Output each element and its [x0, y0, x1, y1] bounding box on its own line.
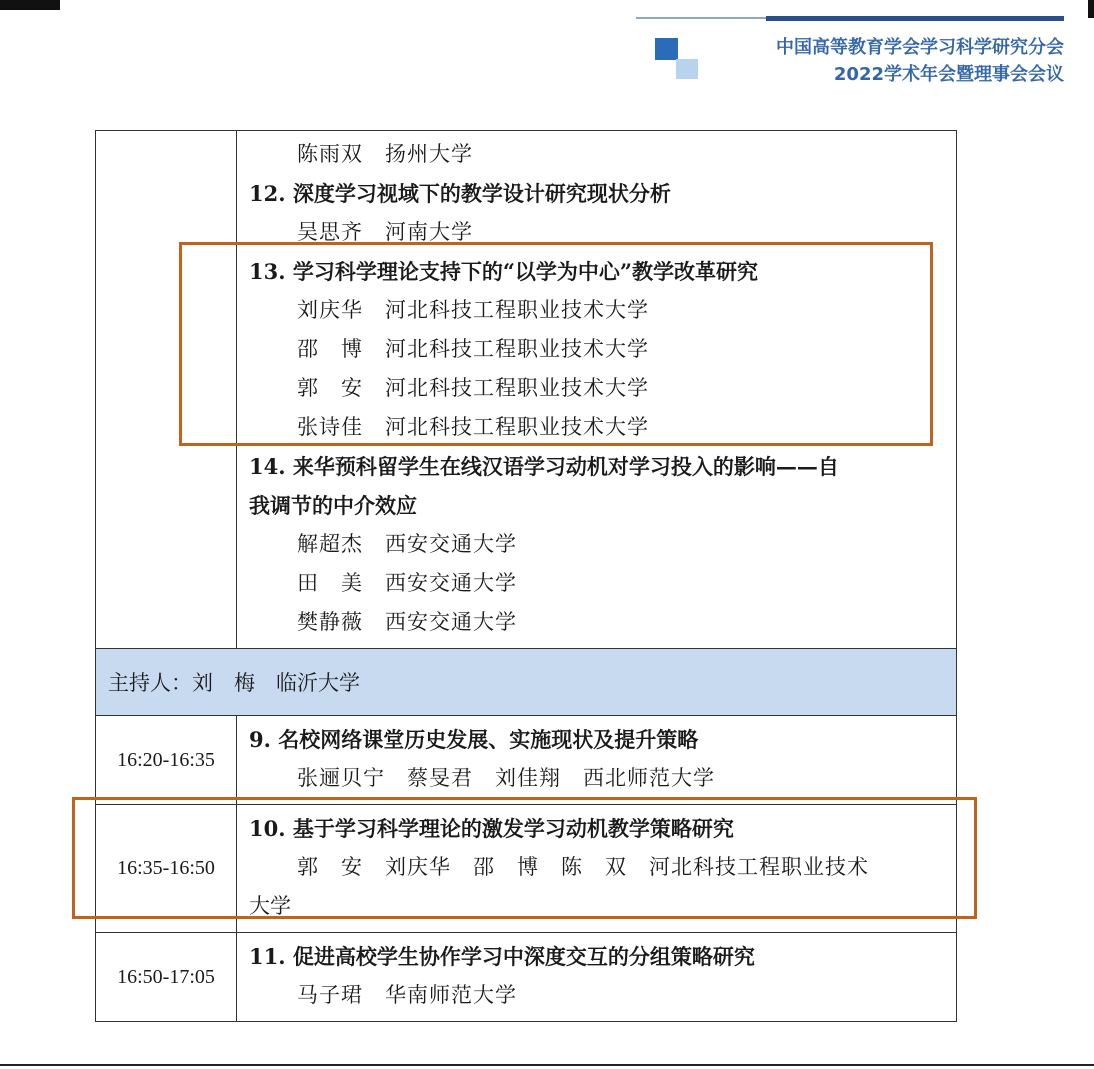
- session-cell: [237, 716, 957, 805]
- logo-square-dark-icon: [655, 38, 678, 60]
- session-cell: [237, 933, 957, 1022]
- page-bottom-rule: [0, 1064, 1094, 1066]
- header-rule-thin: [636, 17, 766, 19]
- corner-mark-right: [1088, 0, 1094, 18]
- author-line: 刘庆华 河北科技工程职业技术大学: [297, 298, 649, 322]
- author-line: 解超杰 西安交通大学: [297, 532, 517, 556]
- author-line: 邵 博 河北科技工程职业技术大学: [297, 337, 649, 361]
- talk-title-cont: 我调节的中介效应: [249, 493, 417, 518]
- author-line: 张诗佳 河北科技工程职业技术大学: [297, 415, 649, 439]
- talk-title: 12. 深度学习视域下的教学设计研究现状分析: [249, 181, 671, 206]
- time-cell: 16:50-17:05: [96, 933, 237, 1022]
- author-line: 吴思齐 河南大学: [297, 220, 473, 244]
- table-row: [96, 933, 957, 1022]
- logo-square-light-icon: [676, 59, 698, 79]
- time-cell: 16:35-16:50: [96, 805, 237, 933]
- author-line-cont: 大学: [249, 894, 291, 918]
- author-line: 陈雨双 扬州大学: [297, 142, 473, 166]
- corner-mark-left: [0, 0, 60, 10]
- header-event-title: 2022学术年会暨理事会会议: [833, 64, 1064, 85]
- header-org-title: 中国高等教育学会学习科学研究分会: [776, 37, 1064, 58]
- host-row: [96, 649, 957, 716]
- time-cell: 16:20-16:35: [96, 716, 237, 805]
- author-line: 马子珺 华南师范大学: [297, 983, 517, 1007]
- talk-title: 11. 促进高校学生协作学习中深度交互的分组策略研究: [249, 944, 755, 969]
- author-line: 郭 安 河北科技工程职业技术大学: [297, 376, 649, 400]
- talk-title: 13. 学习科学理论支持下的“以学为中心”教学改革研究: [249, 259, 759, 284]
- author-line: 郭 安 刘庆华 邵 博 陈 双 河北科技工程职业技术: [297, 855, 869, 879]
- talk-title: 9. 名校网络课堂历史发展、实施现状及提升策略: [249, 727, 699, 752]
- highlight-box-talk-13: [179, 242, 933, 446]
- table-row: [96, 716, 957, 805]
- host-label: 主持人：刘 梅 临沂大学: [96, 649, 957, 716]
- author-line: 田 美 西安交通大学: [297, 571, 517, 595]
- highlight-box-talk-10: [72, 797, 977, 919]
- talk-title: 14. 来华预科留学生在线汉语学习动机对学习投入的影响——自: [249, 454, 839, 479]
- header-rule-thick: [766, 16, 1064, 21]
- talk-title: 10. 基于学习科学理论的激发学习动机教学策略研究: [249, 816, 734, 841]
- author-line: 樊静薇 西安交通大学: [297, 610, 517, 634]
- author-line: 张逦贝宁 蔡旻君 刘佳翔 西北师范大学: [297, 766, 715, 790]
